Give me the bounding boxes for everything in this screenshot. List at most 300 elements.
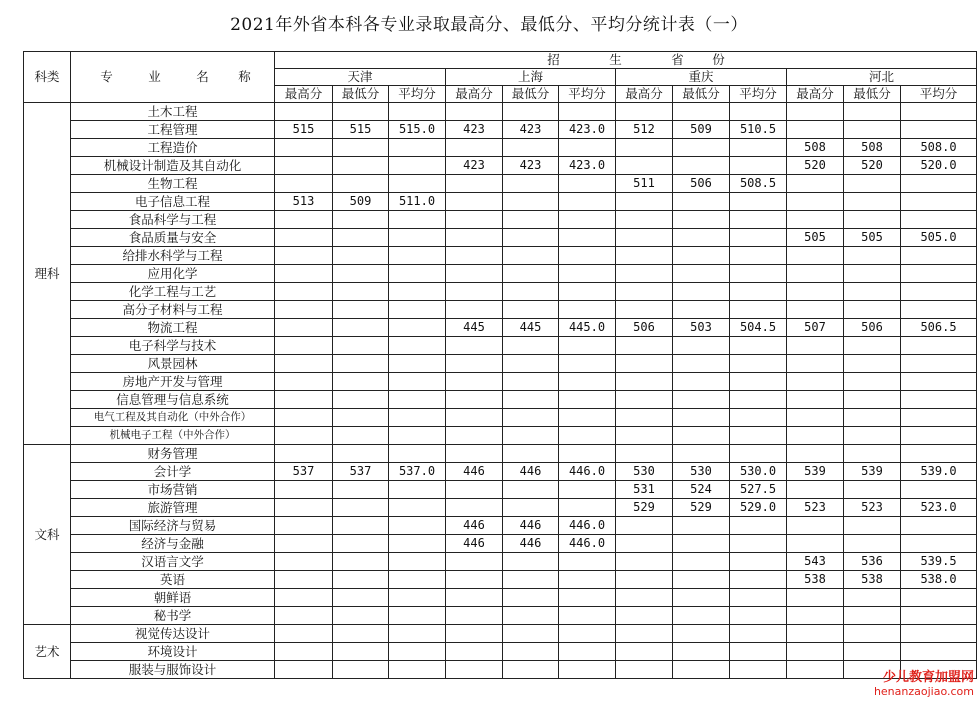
watermark-line1: 少儿教育加盟网 — [882, 670, 974, 685]
major-name-cell: 服装与服饰设计 — [71, 661, 275, 679]
score-cell — [559, 571, 616, 589]
major-name-cell: 旅游管理 — [71, 499, 275, 517]
score-cell — [559, 247, 616, 265]
score-cell — [559, 589, 616, 607]
score-cell — [901, 607, 977, 625]
score-cell — [901, 193, 977, 211]
table-row — [24, 175, 977, 193]
score-cell — [901, 373, 977, 391]
score-cell — [446, 409, 503, 427]
score-cell — [333, 175, 389, 193]
score-cell: 503 — [673, 319, 730, 337]
score-cell — [616, 643, 673, 661]
score-cell — [787, 211, 844, 229]
score-label-header: 最高分 — [446, 86, 503, 103]
score-cell — [901, 409, 977, 427]
score-cell — [730, 265, 787, 283]
table-row — [24, 409, 977, 427]
score-cell — [730, 103, 787, 121]
score-cell — [559, 301, 616, 319]
score-cell: 511 — [616, 175, 673, 193]
score-cell — [559, 643, 616, 661]
score-cell — [844, 193, 901, 211]
score-cell — [275, 625, 333, 643]
score-cell — [616, 571, 673, 589]
table-row — [24, 481, 977, 499]
score-cell — [446, 283, 503, 301]
score-cell — [616, 139, 673, 157]
score-cell — [844, 121, 901, 139]
major-name-cell: 土木工程 — [71, 103, 275, 121]
score-cell — [389, 247, 446, 265]
score-cell — [559, 337, 616, 355]
score-cell — [559, 175, 616, 193]
score-cell: 423 — [446, 157, 503, 175]
major-name-cell: 秘书学 — [71, 607, 275, 625]
score-cell — [503, 355, 559, 373]
score-cell — [616, 409, 673, 427]
score-label-header: 平均分 — [730, 86, 787, 103]
major-name-cell: 视觉传达设计 — [71, 625, 275, 643]
score-cell — [503, 103, 559, 121]
score-cell — [559, 607, 616, 625]
major-name-cell: 食品科学与工程 — [71, 211, 275, 229]
score-cell — [389, 625, 446, 643]
score-cell — [844, 301, 901, 319]
score-label-header: 平均分 — [389, 86, 446, 103]
score-cell — [616, 517, 673, 535]
score-cell — [616, 427, 673, 445]
score-cell — [559, 391, 616, 409]
major-name-cell: 高分子材料与工程 — [71, 301, 275, 319]
score-cell — [333, 427, 389, 445]
score-cell: 510.5 — [730, 121, 787, 139]
score-cell — [730, 571, 787, 589]
score-cell — [503, 193, 559, 211]
score-cell — [844, 607, 901, 625]
score-cell — [559, 193, 616, 211]
score-cell — [446, 661, 503, 679]
score-cell — [333, 607, 389, 625]
score-cell — [446, 499, 503, 517]
score-cell — [901, 481, 977, 499]
score-cell — [730, 247, 787, 265]
score-cell: 506.5 — [901, 319, 977, 337]
score-cell: 509 — [673, 121, 730, 139]
score-cell — [616, 445, 673, 463]
score-cell: 539.0 — [901, 463, 977, 481]
score-cell — [275, 535, 333, 553]
score-cell: 524 — [673, 481, 730, 499]
score-cell — [389, 211, 446, 229]
table-row — [24, 373, 977, 391]
score-cell — [787, 589, 844, 607]
score-cell — [446, 337, 503, 355]
score-cell — [503, 175, 559, 193]
table-row — [24, 283, 977, 301]
table-row — [24, 265, 977, 283]
score-cell — [333, 445, 389, 463]
score-cell — [275, 517, 333, 535]
score-cell — [503, 283, 559, 301]
admission-score-table — [23, 51, 977, 679]
score-cell — [901, 211, 977, 229]
table-row — [24, 103, 977, 121]
major-name-cell: 英语 — [71, 571, 275, 589]
score-cell — [730, 229, 787, 247]
score-cell — [787, 337, 844, 355]
score-cell: 446.0 — [559, 463, 616, 481]
score-cell: 504.5 — [730, 319, 787, 337]
score-cell — [333, 661, 389, 679]
major-header-char: 专 — [100, 69, 113, 84]
score-cell — [673, 265, 730, 283]
score-cell — [787, 517, 844, 535]
score-label-header: 最高分 — [787, 86, 844, 103]
score-cell — [503, 247, 559, 265]
score-cell — [446, 571, 503, 589]
score-cell — [446, 301, 503, 319]
score-cell — [503, 337, 559, 355]
score-cell: 523 — [787, 499, 844, 517]
score-cell — [559, 427, 616, 445]
province-header-chongqing: 重庆 — [616, 69, 787, 86]
score-cell — [275, 247, 333, 265]
score-cell — [844, 175, 901, 193]
score-cell — [730, 301, 787, 319]
score-cell — [844, 481, 901, 499]
score-cell — [844, 103, 901, 121]
score-cell — [901, 589, 977, 607]
score-cell — [730, 283, 787, 301]
score-cell — [275, 445, 333, 463]
score-cell — [389, 229, 446, 247]
score-cell — [730, 337, 787, 355]
score-cell — [844, 283, 901, 301]
major-name-cell: 国际经济与贸易 — [71, 517, 275, 535]
major-name-cell: 汉语言文学 — [71, 553, 275, 571]
score-cell: 508.0 — [901, 139, 977, 157]
score-cell — [275, 589, 333, 607]
major-header-char: 业 — [148, 69, 161, 84]
score-cell — [616, 391, 673, 409]
score-cell — [787, 103, 844, 121]
province-group-char: 招 — [547, 52, 560, 67]
score-cell — [673, 193, 730, 211]
score-cell: 445.0 — [559, 319, 616, 337]
table-row — [24, 193, 977, 211]
score-cell — [275, 499, 333, 517]
score-cell — [901, 391, 977, 409]
major-name-cell: 电子科学与技术 — [71, 337, 275, 355]
score-cell: 446 — [446, 517, 503, 535]
score-cell — [673, 157, 730, 175]
score-cell: 446.0 — [559, 535, 616, 553]
score-cell — [446, 103, 503, 121]
province-group-char: 份 — [712, 52, 725, 67]
score-cell — [787, 607, 844, 625]
score-cell: 446 — [503, 463, 559, 481]
table-row — [24, 391, 977, 409]
score-cell — [503, 211, 559, 229]
score-cell — [333, 211, 389, 229]
score-cell: 539 — [787, 463, 844, 481]
score-cell — [389, 553, 446, 571]
score-cell — [673, 103, 730, 121]
major-name-cell: 会计学 — [71, 463, 275, 481]
score-cell — [730, 553, 787, 571]
score-cell — [333, 319, 389, 337]
table-row — [24, 211, 977, 229]
score-cell: 539.5 — [901, 553, 977, 571]
score-cell — [503, 229, 559, 247]
score-cell: 423.0 — [559, 157, 616, 175]
score-cell — [901, 175, 977, 193]
score-cell: 538 — [844, 571, 901, 589]
score-cell — [730, 373, 787, 391]
table-row — [24, 607, 977, 625]
score-cell: 506 — [673, 175, 730, 193]
score-cell — [389, 391, 446, 409]
score-cell — [616, 247, 673, 265]
score-cell — [901, 625, 977, 643]
score-cell — [673, 337, 730, 355]
major-name-cell: 物流工程 — [71, 319, 275, 337]
score-cell: 520 — [844, 157, 901, 175]
score-cell — [333, 355, 389, 373]
score-cell — [333, 103, 389, 121]
score-cell — [333, 283, 389, 301]
score-cell: 530 — [616, 463, 673, 481]
score-cell — [730, 391, 787, 409]
score-cell — [730, 409, 787, 427]
score-cell: 509 — [333, 193, 389, 211]
score-cell — [844, 355, 901, 373]
score-cell — [389, 535, 446, 553]
score-cell — [787, 391, 844, 409]
province-header-tianjin: 天津 — [275, 69, 446, 86]
major-name-cell: 应用化学 — [71, 265, 275, 283]
score-cell — [844, 337, 901, 355]
score-cell — [673, 571, 730, 589]
score-cell — [389, 103, 446, 121]
score-cell — [275, 427, 333, 445]
score-cell — [844, 409, 901, 427]
score-cell — [730, 607, 787, 625]
score-cell: 515 — [333, 121, 389, 139]
score-cell — [389, 139, 446, 157]
score-cell — [446, 625, 503, 643]
score-label-header: 最高分 — [616, 86, 673, 103]
score-cell — [844, 211, 901, 229]
score-cell: 515.0 — [389, 121, 446, 139]
score-cell — [389, 355, 446, 373]
score-cell — [844, 373, 901, 391]
score-cell — [730, 445, 787, 463]
score-cell — [616, 103, 673, 121]
score-cell — [275, 337, 333, 355]
score-cell: 523 — [844, 499, 901, 517]
score-cell — [275, 211, 333, 229]
score-cell: 512 — [616, 121, 673, 139]
score-label-header: 最低分 — [503, 86, 559, 103]
score-cell: 446 — [503, 517, 559, 535]
score-cell — [503, 391, 559, 409]
major-header-char: 称 — [238, 69, 251, 84]
score-cell — [333, 265, 389, 283]
score-cell — [446, 265, 503, 283]
score-cell — [787, 265, 844, 283]
score-cell — [333, 643, 389, 661]
table-row — [24, 625, 977, 643]
score-cell — [616, 193, 673, 211]
score-cell — [333, 229, 389, 247]
table-row — [24, 463, 977, 481]
score-cell: 508.5 — [730, 175, 787, 193]
score-cell — [730, 211, 787, 229]
table-row — [24, 319, 977, 337]
score-cell — [446, 643, 503, 661]
major-name-cell: 经济与金融 — [71, 535, 275, 553]
watermark-line2: henanzaojiao.com — [873, 685, 974, 698]
score-cell: 537 — [333, 463, 389, 481]
score-cell — [616, 283, 673, 301]
score-cell — [844, 265, 901, 283]
score-cell — [333, 409, 389, 427]
score-cell — [559, 265, 616, 283]
score-cell: 423 — [503, 121, 559, 139]
score-cell — [730, 193, 787, 211]
score-cell — [559, 103, 616, 121]
major-name-cell: 风景园林 — [71, 355, 275, 373]
score-cell — [730, 427, 787, 445]
major-name-cell: 食品质量与安全 — [71, 229, 275, 247]
score-cell — [503, 643, 559, 661]
watermark-logo — [874, 670, 974, 698]
score-cell: 446 — [503, 535, 559, 553]
table-row — [24, 355, 977, 373]
score-cell — [275, 157, 333, 175]
score-cell: 520.0 — [901, 157, 977, 175]
score-cell — [333, 337, 389, 355]
score-cell — [389, 175, 446, 193]
province-header-shanghai: 上海 — [446, 69, 616, 86]
major-name-cell: 电子信息工程 — [71, 193, 275, 211]
score-cell — [901, 301, 977, 319]
score-cell — [503, 499, 559, 517]
score-cell: 529 — [673, 499, 730, 517]
category-header: 科类 — [24, 52, 71, 103]
score-cell — [559, 553, 616, 571]
major-name-cell: 财务管理 — [71, 445, 275, 463]
score-cell — [275, 481, 333, 499]
score-cell — [503, 571, 559, 589]
score-cell — [559, 139, 616, 157]
score-cell — [446, 589, 503, 607]
score-cell — [616, 607, 673, 625]
score-cell — [559, 661, 616, 679]
score-cell — [446, 193, 503, 211]
score-cell — [389, 643, 446, 661]
major-header-char: 名 — [196, 69, 209, 84]
score-cell: 513 — [275, 193, 333, 211]
score-label-header: 平均分 — [901, 86, 977, 103]
province-group-char: 生 — [609, 52, 622, 67]
score-cell: 529.0 — [730, 499, 787, 517]
major-name-cell: 工程造价 — [71, 139, 275, 157]
score-cell — [673, 373, 730, 391]
score-cell: 505 — [844, 229, 901, 247]
score-cell — [673, 445, 730, 463]
score-cell — [389, 265, 446, 283]
score-cell — [616, 301, 673, 319]
score-cell — [333, 517, 389, 535]
score-cell: 515 — [275, 121, 333, 139]
score-cell — [730, 355, 787, 373]
province-group-header — [275, 52, 977, 69]
score-cell — [616, 265, 673, 283]
province-header-hebei: 河北 — [787, 69, 977, 86]
score-cell — [901, 247, 977, 265]
score-cell — [333, 499, 389, 517]
score-cell — [730, 535, 787, 553]
score-cell — [503, 625, 559, 643]
major-name-cell: 机械电子工程（中外合作） — [71, 427, 275, 445]
score-cell — [503, 409, 559, 427]
score-cell — [389, 517, 446, 535]
table-row — [24, 139, 977, 157]
score-cell: 530 — [673, 463, 730, 481]
score-cell — [446, 139, 503, 157]
score-cell — [730, 589, 787, 607]
score-cell — [275, 571, 333, 589]
table-row — [24, 571, 977, 589]
score-label-header: 最高分 — [275, 86, 333, 103]
score-cell — [787, 373, 844, 391]
major-name-cell: 工程管理 — [71, 121, 275, 139]
score-cell: 520 — [787, 157, 844, 175]
score-cell: 445 — [446, 319, 503, 337]
table-row — [24, 553, 977, 571]
score-cell — [673, 247, 730, 265]
score-cell — [333, 301, 389, 319]
score-cell — [275, 391, 333, 409]
score-cell — [787, 427, 844, 445]
score-cell — [333, 589, 389, 607]
score-cell — [787, 409, 844, 427]
score-cell — [389, 499, 446, 517]
score-cell: 531 — [616, 481, 673, 499]
score-cell: 423.0 — [559, 121, 616, 139]
score-cell — [787, 193, 844, 211]
score-label-header: 平均分 — [559, 86, 616, 103]
score-cell — [389, 301, 446, 319]
score-cell — [275, 607, 333, 625]
province-group-char: 省 — [671, 52, 684, 67]
score-cell: 523.0 — [901, 499, 977, 517]
score-label-header: 最低分 — [844, 86, 901, 103]
score-cell — [787, 175, 844, 193]
score-cell: 445 — [503, 319, 559, 337]
score-cell — [446, 247, 503, 265]
score-cell — [333, 481, 389, 499]
score-cell — [559, 355, 616, 373]
score-cell — [673, 661, 730, 679]
score-cell — [446, 373, 503, 391]
score-cell — [844, 589, 901, 607]
score-cell: 538.0 — [901, 571, 977, 589]
score-cell — [275, 301, 333, 319]
